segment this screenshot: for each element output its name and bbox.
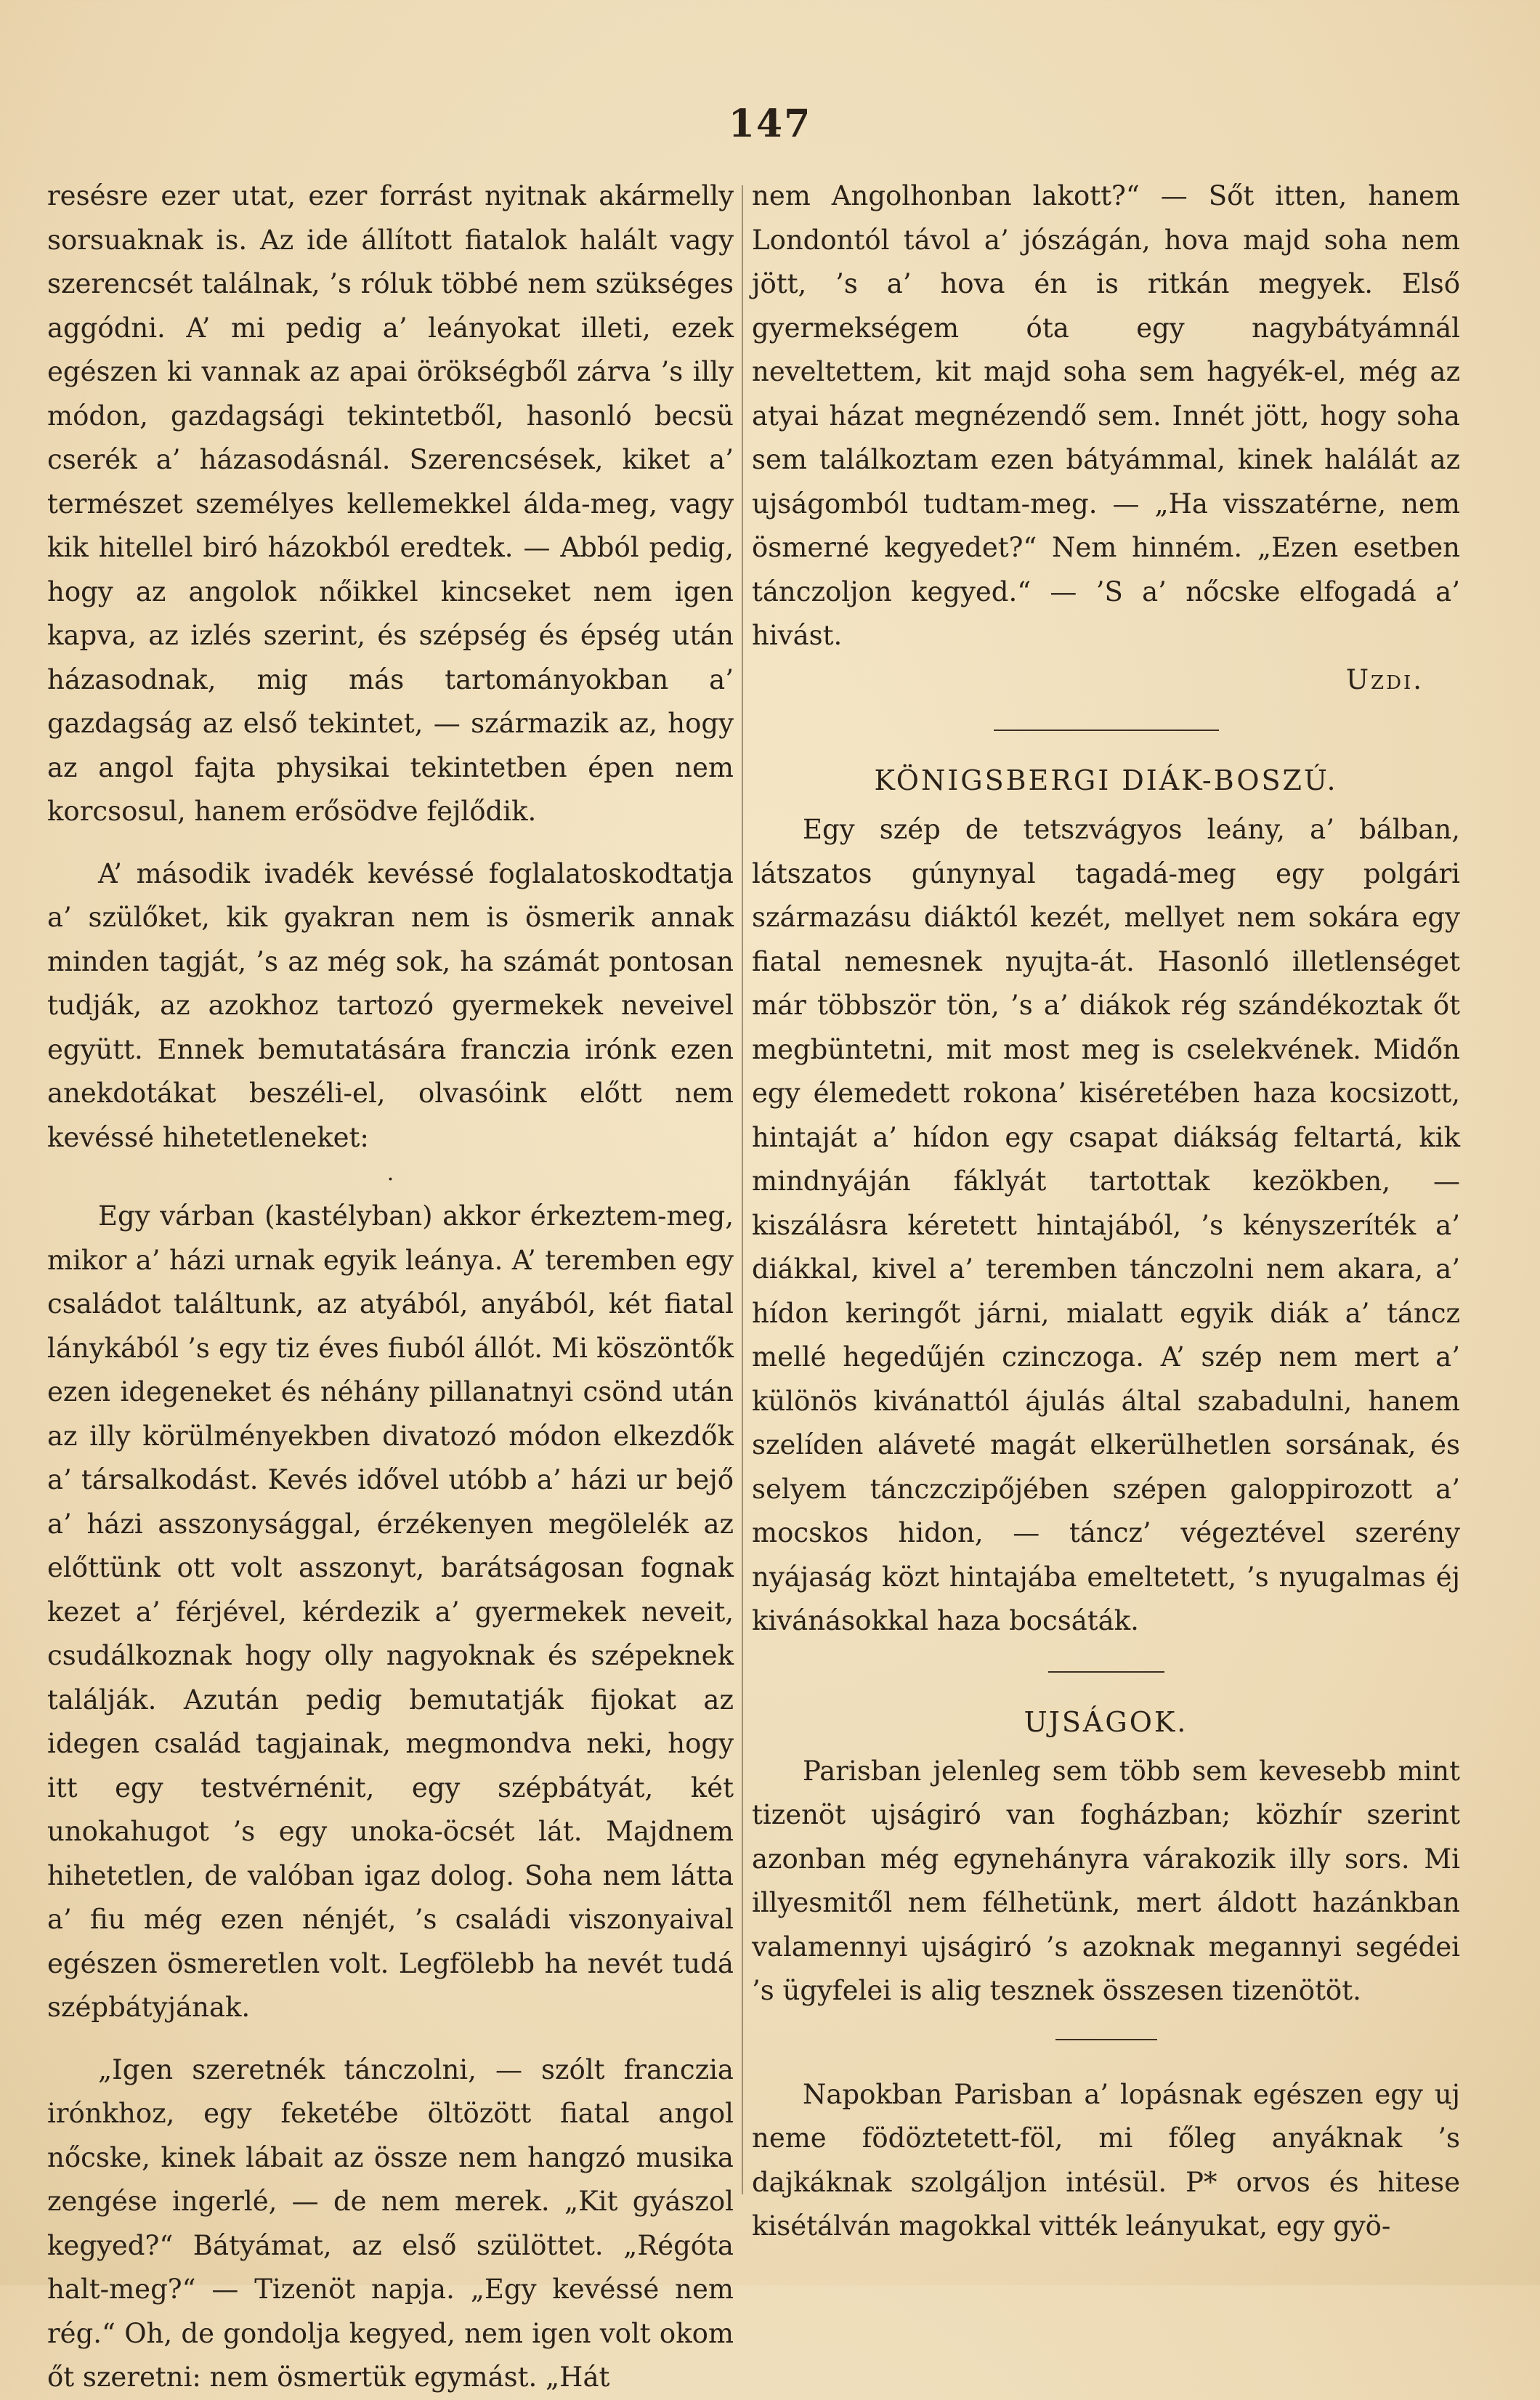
right-paragraph-3: Parisban jelenleg sem több sem kevesebb mint tizenöt ujságiró van fogházban; közhír szerint azonban még egynehányra várakozik illy sors. Mi illyesmitől nem félhetünk, mert áldott hazánkban valamennyi ujságiró ’s azoknak megannyi segédei ’s ügyfelei is alig tesznek összesen tizenötöt.	[752, 1755, 1460, 2006]
section-dot: ·	[386, 1167, 394, 1192]
left-paragraph-4: „Igen szeretnék tánczolni, — szólt franczia irónkhoz, egy feketébe öltözött fiatal angol nőcske, kinek lábait az össze nem hangzó musika zengése ingerlé, — de nem merek. „Kit gyászol kegyed?“ Bátyámat, az első szülöttet. „Régóta halt-meg?“ — Tizenöt napja. „Egy kevéssé nem rég.“ Oh, de gondolja kegyed, nem igen volt okom őt szeretni: nem ösmertük egymást. „Hát	[47, 2053, 734, 2393]
right-column	[752, 174, 1460, 2249]
short-separator	[1055, 2039, 1157, 2040]
right-paragraph-1: nem Angolhonban lakott?“ — Sőt itten, hanem Londontól távol a’ jószágán, hova majd soha nem jött, ’s a’ hova én is ritkán megyek. Első gyermekségem óta egy nagybátyámnál neveltettem, kit majd soha sem hagyék-el, még az atyai házat megnézendő sem. Innét jött, hogy soha sem találkoztam ezen bátyámmal, kinek halálát az ujságomból tudtam-meg. — „Ha visszatérne, nem ösmerné kegyedet?“ Nem hinném. „Ezen esetben tánczoljon kegyed.“ — ’S a’ nőcske elfogadá a’ hivást.	[752, 180, 1460, 651]
heading-konigsberg: KÖNIGSBERGI DIÁK-BOSZÚ.	[874, 764, 1338, 796]
left-paragraph-1: resésre ezer utat, ezer forrást nyitnak akármelly sorsuaknak is. Az ide állított fiatalok halált vagy szerencsét találnak, ’s róluk többé nem szükséges aggódni. A’ mi pedig a’ leányokat illeti, ezek egészen ki vannak az apai örökségből zárva ’s illy módon, gazdagsági tekintetből, hasonló becsü cserék a’ házasodásnál. Szerencsések, kiket a’ természet személyes kellemekkel álda-meg, vagy kik hitellel biró házokból eredtek. — Abból pedig, hogy az angolok nőikkel kincseket nem igen kapva, az izlés szerint, és szépség és épség után házasodnak, mig más tartományokban a’ gazdagság az első tekintet, — származik az, hogy az angol fajta physikai tekintetben épen nem korcsosul, hanem erősödve fejlődik.	[47, 180, 734, 827]
left-paragraph-2: A’ második ivadék kevéssé foglalatoskodtatja a’ szülőket, kik gyakran nem is ösmerik annak minden tagját, ’s az még sok, ha számát pontosan tudják, az azokhoz tartozó gyermekek neveivel együtt. Ennek bemutatására franczia irónk ezen anekdotákat beszéli-el, olvasóink előtt nem kevéssé hihetetleneket:	[47, 857, 734, 1153]
left-paragraph-3: Egy várban (kastélyban) akkor érkeztem-meg, mikor a’ házi urnak egyik leánya. A’ teremben egy családot találtunk, az atyából, anyából, két fiatal lánykából ’s egy tiz éves fiuból állót. Mi köszöntők ezen idegeneket és néhány pillanatnyi csönd után az illy körülményekben divatozó módon elkezdők a’ társalkodást. Kevés idővel utóbb a’ házi ur bejő a’ házi asszonysággal, érzékenyen megölelék az előttünk ott volt asszonyt, barátságosan fognak kezet a’ férjével, kérdezik a’ gyermekek neveit, csudálkoznak hogy olly nagyoknak és szépeknek találják. Azután pedig bemutatják fijokat az idegen család tagjainak, megmondva neki, hogy itt egy testvérnénit, egy szépbátyát, két unokahugot ’s egy unoka-öcsét lát. Majdnem hihetetlen, de valóban igaz dolog. Soha nem látta a’ fiu még ezen nénjét, ’s családi viszonyaival egészen ösmeretlen volt. Legfölebb ha nevét tudá szépbátyjának.	[47, 1200, 734, 2023]
left-column	[47, 174, 734, 2400]
right-paragraph-2: Egy szép de tetszvágyos leány, a’ bálban, látszatos gúnynyal tagadá-meg egy polgári származásu diáktól kezét, mellyet nem sokára egy fiatal nemesnek nyujta-át. Hasonló illetlenséget már többször tön, ’s a’ diákok rég szándékoztak őt megbüntetni, mit most meg is cselekvének. Midőn egy élemedett rokona’ kiséretében haza kocsizott, hintaját a’ hídon egy csapat diákság feltartá, kik mindnyáján fáklyát tartottak kezökben, — kiszálásra kéretett hintajából, ’s kényszeríték a’ diákkal, kivel a’ teremben tánczolni nem akara, a’ hídon keringőt járni, mialatt egyik diák a’ táncz mellé hegedűjén czinczoga. A’ szép nem mert a’ különös kivánattól ájulás által szabadulni, hanem szelíden aláveté magát elkerülhetlen sorsának, és selyem tánczczipőjében szépen galoppirozott a’ mocskos hidon, — táncz’ végeztével szerény nyájaság közt hintajába emeltetett, ’s nyugalmas éj kivánásokkal haza bocsáták.	[752, 814, 1460, 1636]
section-separator	[994, 730, 1219, 731]
page-number: 147	[728, 102, 812, 146]
section-separator-2	[1048, 1671, 1164, 1673]
column-divider	[742, 185, 743, 2194]
author-signature: Uzdi.	[1345, 663, 1424, 695]
right-paragraph-4: Napokban Parisban a’ lopásnak egészen egy uj neme födöztetett-föl, mi főleg anyáknak ’s dajkáknak szolgáljon intésül. P* orvos és hitese kisétálván magokkal vitték leányukat, egy gyö-	[752, 2078, 1460, 2242]
heading-ujsagok: UJSÁGOK.	[1024, 1705, 1188, 1738]
